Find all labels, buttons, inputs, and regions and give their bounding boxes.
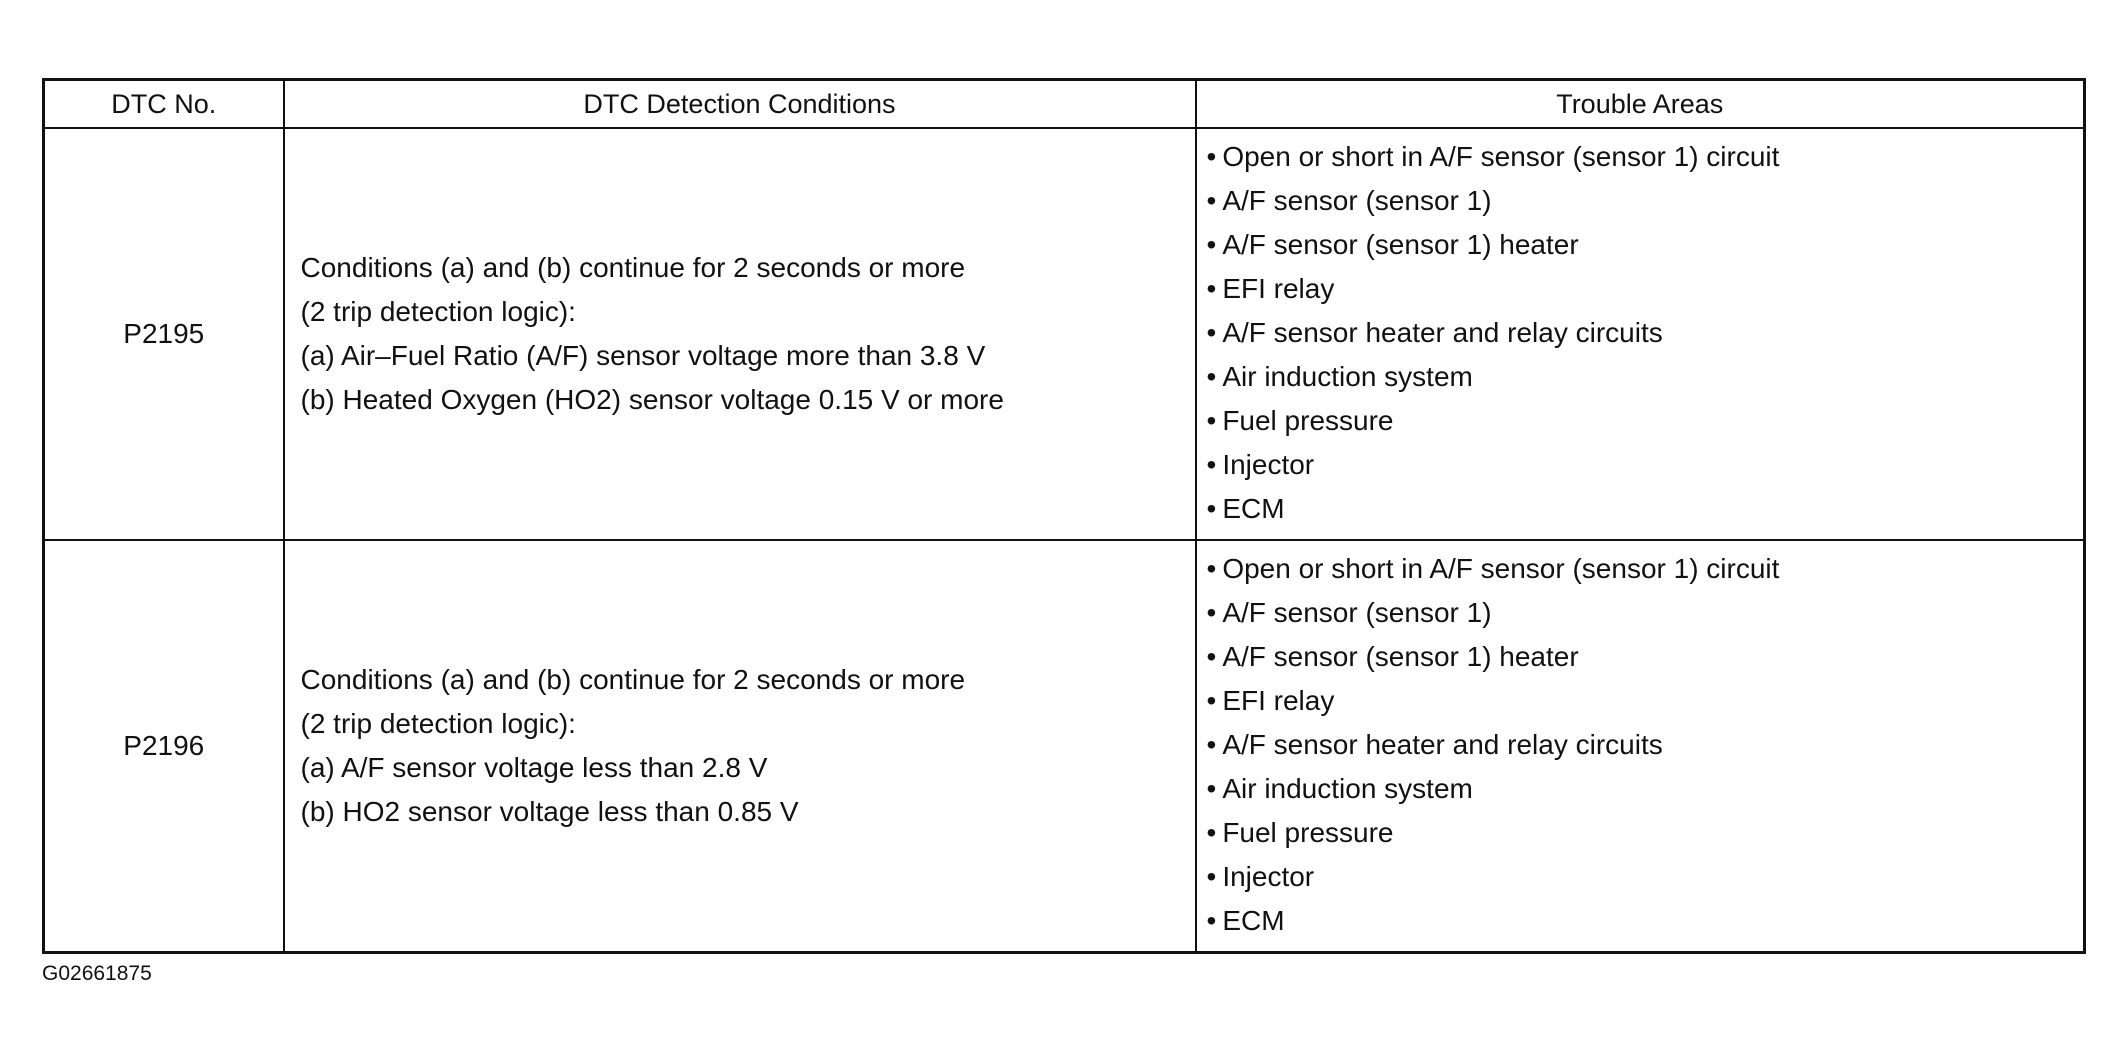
list-item: • EFI relay [1207, 679, 2084, 723]
trouble-areas-list [1207, 547, 2084, 943]
list-item: • ECM [1207, 487, 2084, 531]
list-item: • A/F sensor heater and relay circuits [1207, 723, 2084, 767]
list-item: • Injector [1207, 855, 2084, 899]
condition-line: (2 trip detection logic): [300, 708, 576, 739]
condition-line: (b) Heated Oxygen (HO2) sensor voltage 0.15 V or more [300, 384, 1004, 415]
condition-line: (b) HO2 sensor voltage less than 0.85 V [300, 796, 799, 827]
condition-line: (2 trip detection logic): [300, 296, 576, 327]
condition-line: Conditions (a) and (b) continue for 2 seconds or more [300, 664, 966, 695]
trouble-areas [1196, 128, 2085, 540]
list-item: • A/F sensor (sensor 1) heater [1207, 635, 2084, 679]
list-item: • Injector [1207, 443, 2084, 487]
condition-line: (a) Air–Fuel Ratio (A/F) sensor voltage more than 3.8 V [300, 340, 986, 371]
table-row [44, 540, 2085, 953]
list-item: • ECM [1207, 899, 2084, 943]
list-item: • A/F sensor (sensor 1) heater [1207, 223, 2084, 267]
dtc-code: P2196 [44, 540, 284, 953]
condition-line: (a) A/F sensor voltage less than 2.8 V [300, 752, 768, 783]
list-item: • A/F sensor (sensor 1) [1207, 179, 2084, 223]
table-header [44, 80, 2085, 129]
list-item: • A/F sensor (sensor 1) [1207, 591, 2084, 635]
header-dtc-no: DTC No. [44, 80, 284, 129]
list-item: • Open or short in A/F sensor (sensor 1) circuit [1207, 135, 2084, 179]
condition-line: Conditions (a) and (b) continue for 2 seconds or more [300, 252, 966, 283]
trouble-areas-list [1207, 135, 2084, 531]
list-item: • Fuel pressure [1207, 399, 2084, 443]
trouble-areas [1196, 540, 2085, 953]
list-item: • Open or short in A/F sensor (sensor 1) circuit [1207, 547, 2084, 591]
list-item: • Fuel pressure [1207, 811, 2084, 855]
header-detection-conditions: DTC Detection Conditions [284, 80, 1196, 129]
dtc-code: P2195 [44, 128, 284, 540]
header-row [44, 80, 2085, 129]
list-item: • A/F sensor heater and relay circuits [1207, 311, 2084, 355]
dtc-table [42, 78, 2086, 954]
list-item: • Air induction system [1207, 767, 2084, 811]
figure-id: G02661875 [42, 962, 152, 985]
list-item: • Air induction system [1207, 355, 2084, 399]
header-trouble-areas: Trouble Areas [1196, 80, 2085, 129]
list-item: • EFI relay [1207, 267, 2084, 311]
detection-conditions [284, 128, 1196, 540]
table-row [44, 128, 2085, 540]
detection-conditions [284, 540, 1196, 953]
table-body [44, 128, 2085, 953]
